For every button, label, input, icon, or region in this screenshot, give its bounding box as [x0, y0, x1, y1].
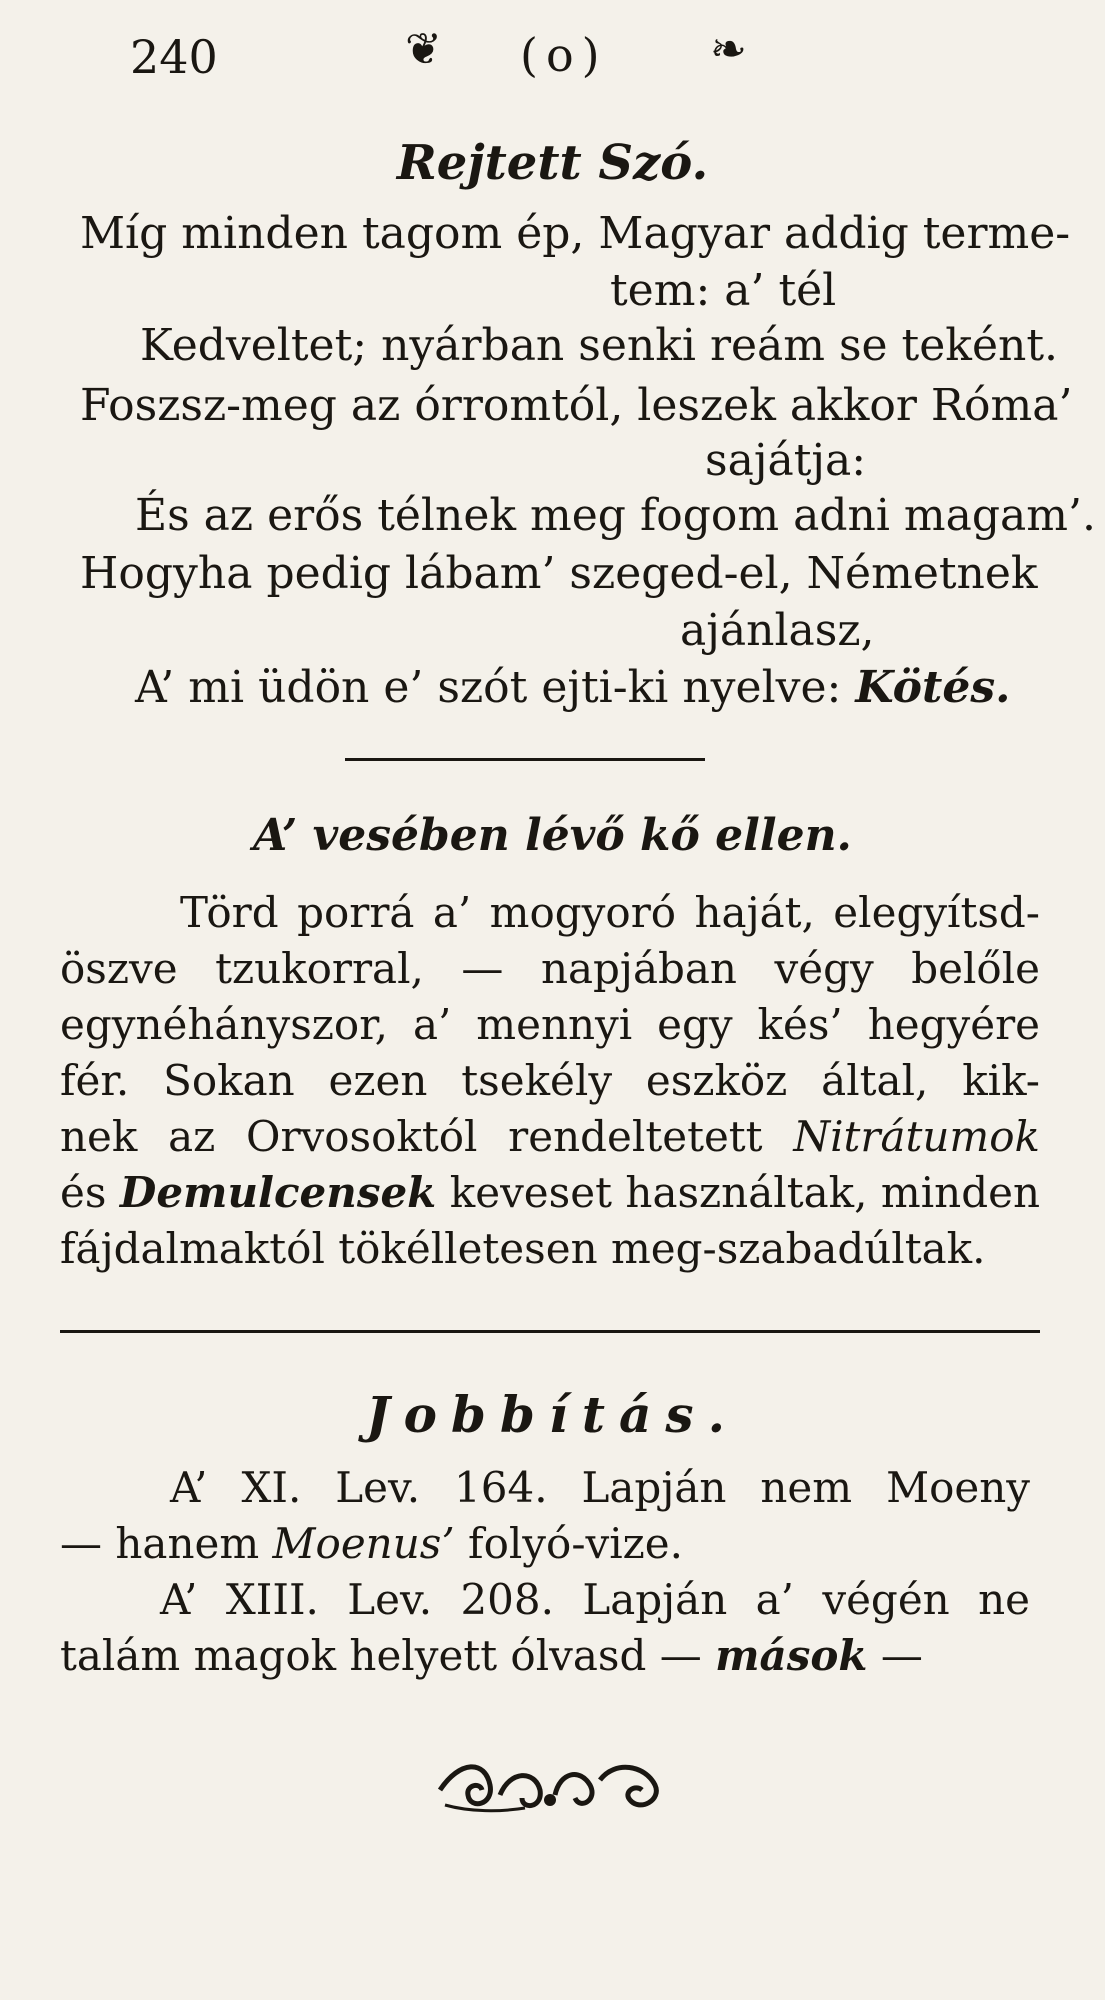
remedy-line: egynéhányszor, a’ mennyi egy kés’ hegyére	[60, 1000, 1040, 1049]
riddle-line: Foszsz-meg az órromtól, leszek akkor Róma’	[80, 380, 1073, 431]
errata-text: folyó-vize.	[468, 1519, 684, 1568]
remedy-title: A’ vesében lévő kő ellen.	[253, 810, 852, 861]
riddle-line: Kedveltet; nyárban senki reám se teként.	[140, 320, 1058, 371]
riddle-line: sajátja:	[705, 435, 867, 486]
remedy-line: fájdalmaktól tökélletesen meg-szabadúltak.	[60, 1224, 986, 1273]
riddle-last-line-text: A’ mi üdön e’ szót ejti-ki nyelve:	[135, 662, 842, 713]
floral-ornament-right-icon: ❧	[710, 24, 747, 75]
errata-line	[60, 1519, 1040, 1568]
riddle-line: tem: a’ tél	[610, 265, 837, 316]
remedy-line	[60, 1112, 1040, 1161]
riddle-last-line	[135, 662, 1010, 713]
errata-text: — hanem	[60, 1519, 260, 1568]
remedy-text: és	[60, 1168, 107, 1217]
section-divider	[345, 758, 705, 761]
remedy-term-demulcensek: Demulcensek	[119, 1168, 437, 1217]
riddle-line: Hogyha pedig lábam’ szeged-el, Németnek	[80, 548, 1038, 599]
riddle-line: És az erős télnek meg fogom adni magam’.	[135, 490, 1096, 541]
riddle-line: ajánlasz,	[680, 605, 875, 656]
remedy-line: fér. Sokan ezen tsekély eszköz által, kik-	[60, 1056, 1040, 1105]
riddle-title: Rejtett Szó.	[396, 135, 709, 191]
errata-text: talám magok helyett ólvasd —	[60, 1631, 702, 1680]
errata-term-masok: mások	[715, 1631, 868, 1680]
section-divider	[60, 1330, 1040, 1333]
remedy-line: öszve tzukorral, — napjában végy belőle	[60, 944, 1040, 993]
errata-line	[60, 1631, 1040, 1680]
floral-ornament-left-icon: ❦	[405, 24, 442, 75]
riddle-line: Míg minden tagom ép, Magyar addig terme-	[80, 208, 1071, 259]
remedy-text: keveset használtak, minden	[449, 1168, 1040, 1217]
errata-line: A’ XI. Lev. 164. Lapján nem Moeny	[170, 1463, 1030, 1512]
header-mark: (o)	[520, 28, 608, 82]
errata-text: —	[880, 1631, 923, 1680]
page-header	[0, 18, 1105, 108]
riddle-answer: Kötés.	[855, 662, 1011, 713]
remedy-text: nek az Orvosoktól rendeltetett	[60, 1112, 763, 1161]
errata-title: Jobbítás.	[366, 1385, 739, 1444]
remedy-line	[60, 1168, 1040, 1217]
remedy-line: Törd porrá a’ mogyoró haját, elegyítsd-	[180, 888, 1040, 937]
fleuron-ornament-icon	[430, 1750, 670, 1820]
errata-term-moenus: Moenus’	[272, 1519, 455, 1568]
page-number: 240	[130, 30, 218, 84]
errata-line: A’ XIII. Lev. 208. Lapján a’ végén ne	[160, 1575, 1030, 1624]
remedy-term-nitratumok: Nitrátumok	[793, 1112, 1040, 1161]
